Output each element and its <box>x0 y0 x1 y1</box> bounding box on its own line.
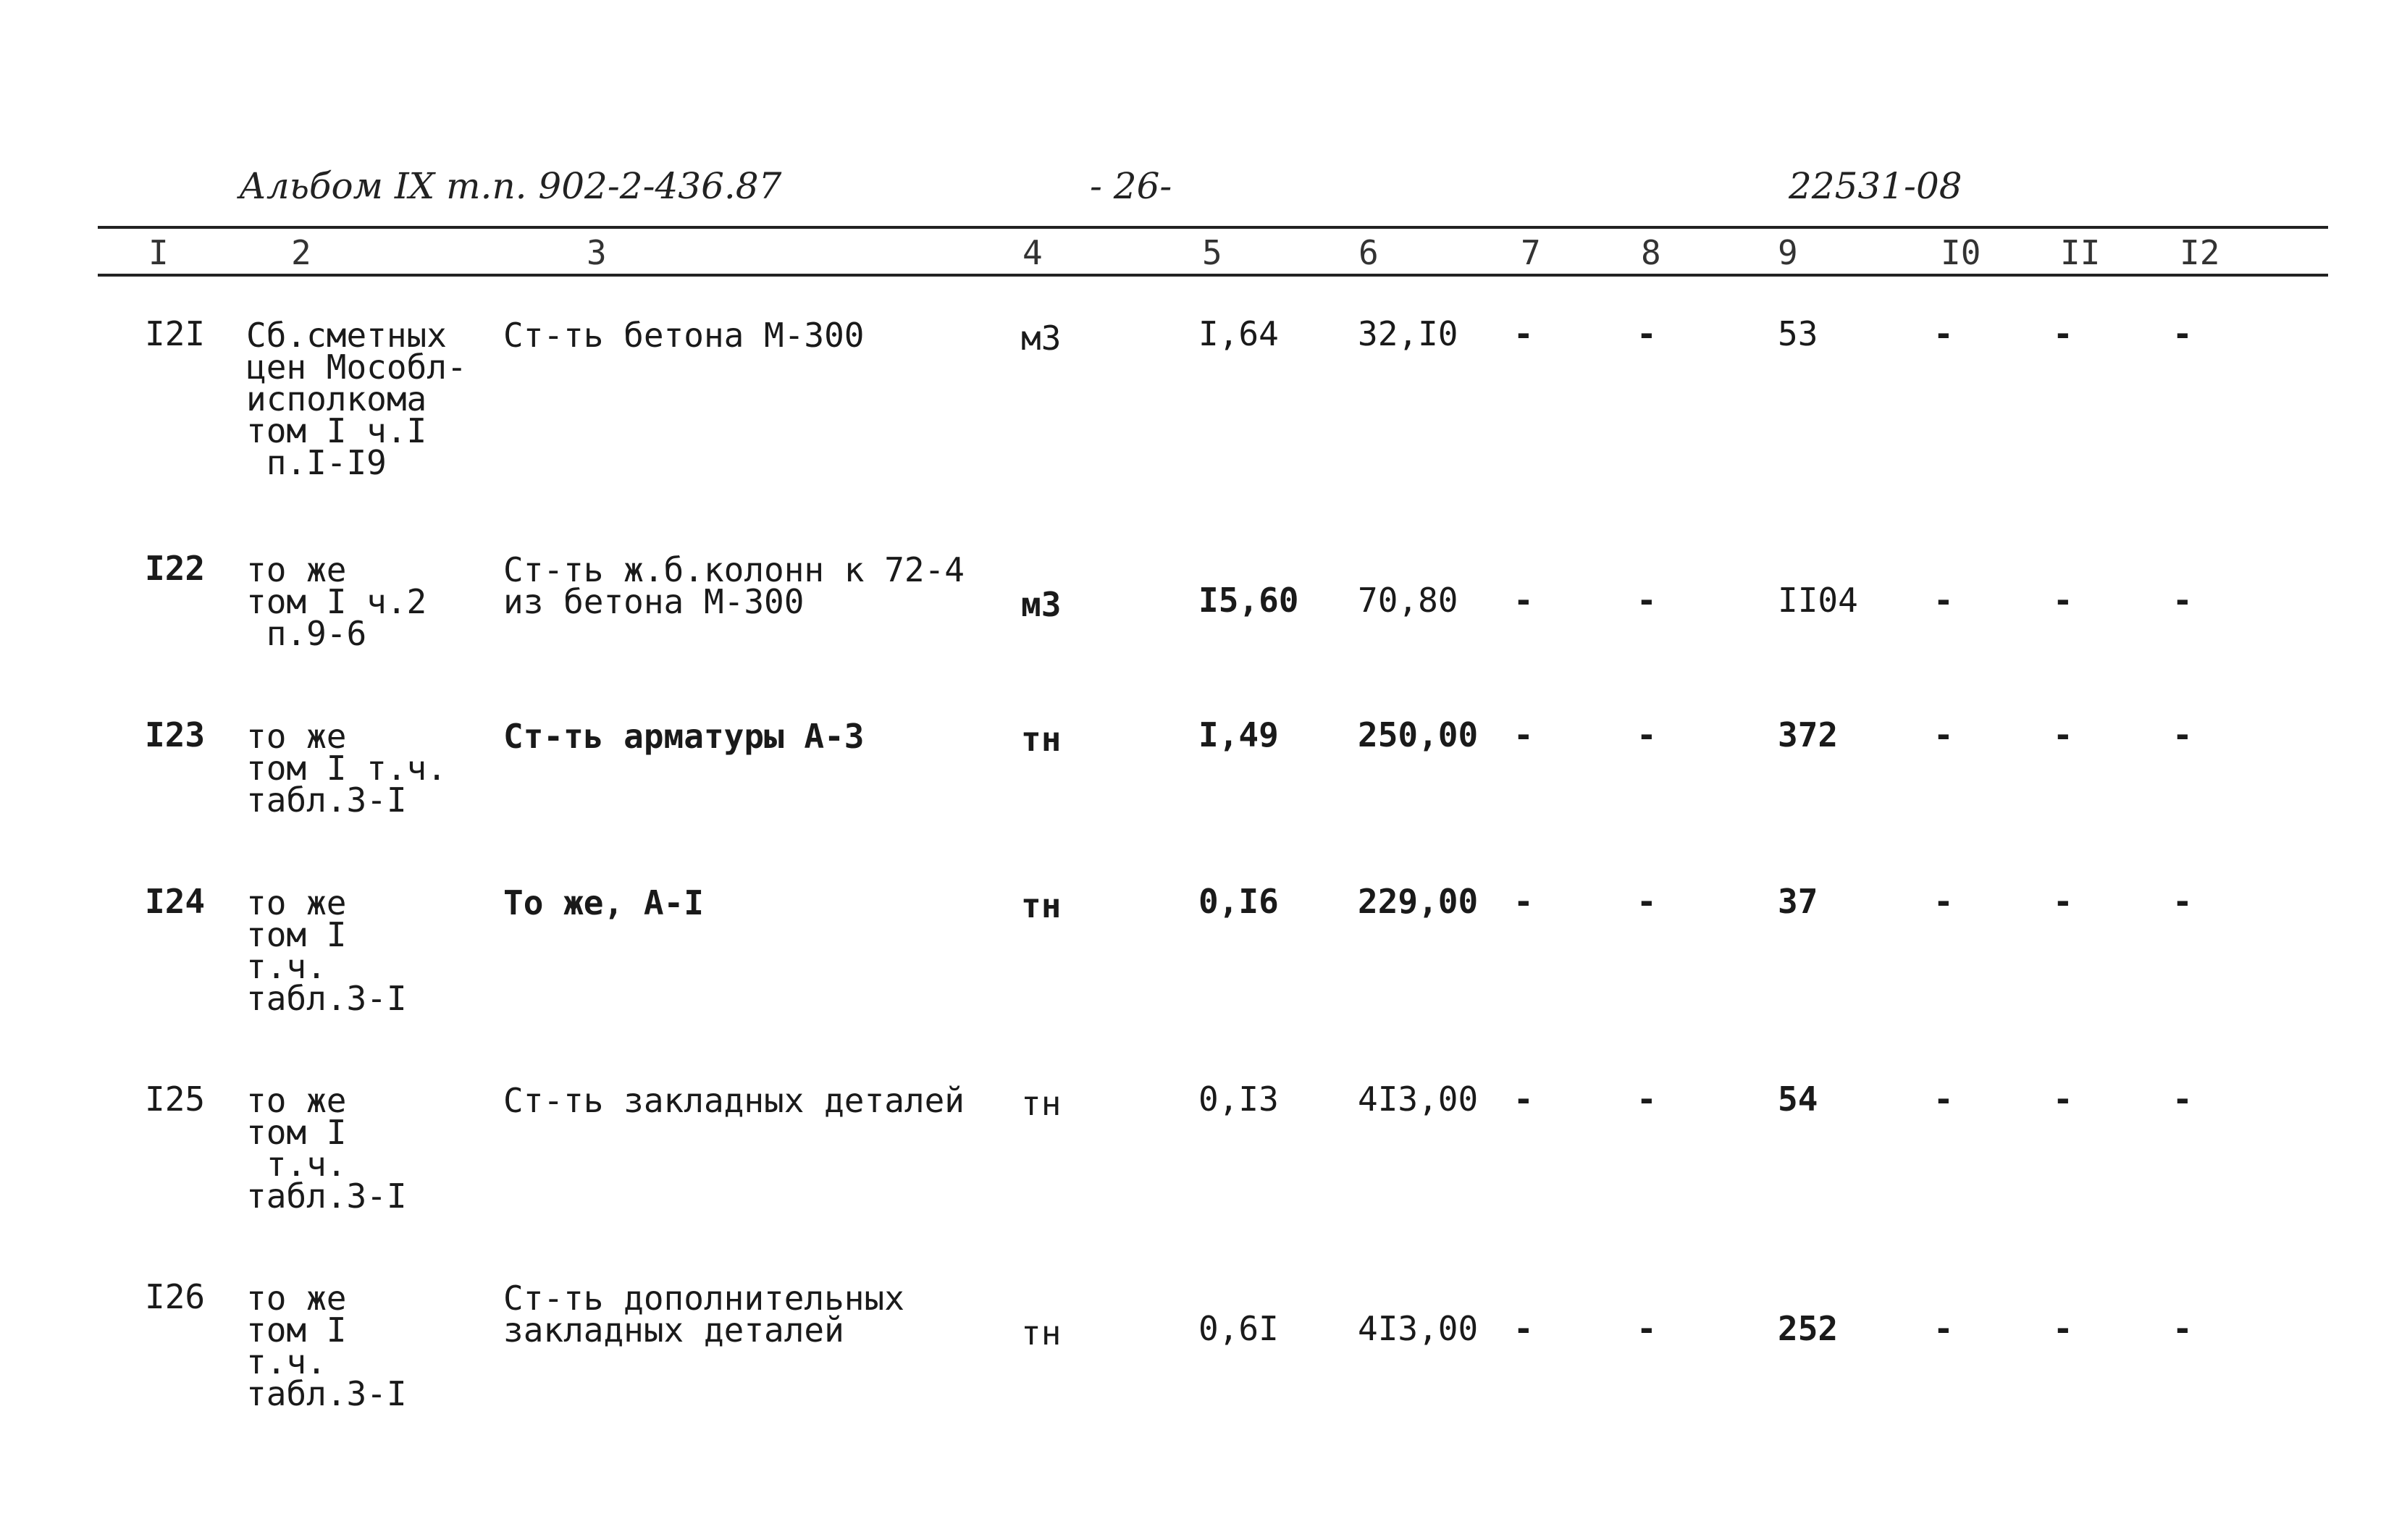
column-number: I0 <box>1941 233 1981 272</box>
source-reference: то же <box>246 883 347 922</box>
album-reference: Альбом IX т.п. 902-2-436.87 <box>239 165 782 207</box>
column-number: 7 <box>1521 233 1541 272</box>
total-cost: 372 <box>1778 715 1839 754</box>
column-7-value: - <box>1513 715 1534 754</box>
column-12-value: - <box>2172 1080 2193 1119</box>
column-8-value: - <box>1637 1309 1657 1348</box>
column-10-value: - <box>1933 314 1954 353</box>
column-number: 4 <box>1022 233 1043 272</box>
total-cost: 54 <box>1778 1080 1818 1119</box>
item-description: из бетона М-300 <box>503 582 805 621</box>
item-description: То же, А-I <box>503 883 704 922</box>
source-reference: табл.3-I <box>246 979 407 1018</box>
column-10-value: - <box>1933 715 1954 754</box>
quantity: I5,60 <box>1198 581 1299 620</box>
column-8-value: - <box>1637 1080 1657 1119</box>
unit-of-measure: тн <box>1021 720 1062 759</box>
item-description: Ст-ть ж.б.колонн к 72-4 <box>503 550 965 589</box>
column-8-value: - <box>1637 882 1657 921</box>
unit-of-measure: тн <box>1021 1084 1062 1123</box>
column-7-value: - <box>1513 581 1534 620</box>
column-7-value: - <box>1513 882 1534 921</box>
column-number: 5 <box>1202 233 1222 272</box>
total-cost: 37 <box>1778 882 1818 921</box>
column-number: 3 <box>587 233 607 272</box>
total-cost: II04 <box>1778 581 1858 620</box>
unit-price: 4I3,00 <box>1358 1080 1479 1119</box>
column-8-value: - <box>1637 715 1657 754</box>
column-7-value: - <box>1513 314 1534 353</box>
column-11-value: - <box>2053 715 2073 754</box>
row-number: I22 <box>145 549 206 588</box>
column-11-value: - <box>2053 1309 2073 1348</box>
source-reference: Сб.сметных <box>246 316 447 355</box>
unit-price: 229,00 <box>1358 882 1479 921</box>
quantity: I,64 <box>1198 314 1279 353</box>
column-11-value: - <box>2053 314 2073 353</box>
source-reference: то же <box>246 550 347 589</box>
column-8-value: - <box>1637 581 1657 620</box>
source-reference: том I ч.I <box>246 411 427 450</box>
column-10-value: - <box>1933 1309 1954 1348</box>
column-10-value: - <box>1933 1080 1954 1119</box>
column-11-value: - <box>2053 882 2073 921</box>
source-reference: том I <box>246 1113 347 1152</box>
column-12-value: - <box>2172 882 2193 921</box>
item-description: Ст-ть бетона М-300 <box>503 316 865 355</box>
source-reference: табл.3-I <box>246 780 407 820</box>
column-number: II <box>2060 233 2101 272</box>
source-reference: т.ч. <box>246 1145 347 1184</box>
column-12-value: - <box>2172 1309 2193 1348</box>
source-reference: цен Мособл- <box>246 348 467 387</box>
item-description: закладных деталей <box>503 1310 844 1350</box>
unit-price: 4I3,00 <box>1358 1309 1479 1348</box>
column-number: 9 <box>1778 233 1798 272</box>
item-description: Ст-ть дополнительных <box>503 1279 904 1318</box>
column-11-value: - <box>2053 1080 2073 1119</box>
source-reference: исполкома <box>246 379 427 418</box>
source-reference: то же <box>246 1279 347 1318</box>
document-code: 22531-08 <box>1789 165 1962 207</box>
column-11-value: - <box>2053 581 2073 620</box>
row-number: I25 <box>145 1080 206 1119</box>
source-reference: т.ч. <box>246 947 327 986</box>
header-bottom-rule <box>98 274 2328 277</box>
column-10-value: - <box>1933 882 1954 921</box>
column-number: I <box>148 233 169 272</box>
unit-of-measure: тн <box>1021 886 1062 925</box>
column-number: I2 <box>2180 233 2220 272</box>
quantity: 0,6I <box>1198 1309 1279 1348</box>
unit-price: 70,80 <box>1358 581 1458 620</box>
row-number: I26 <box>145 1277 206 1316</box>
item-description: Ст-ть арматуры А-3 <box>503 717 865 756</box>
source-reference: том I <box>246 1310 347 1350</box>
column-number: 8 <box>1641 233 1661 272</box>
column-8-value: - <box>1637 314 1657 353</box>
column-12-value: - <box>2172 715 2193 754</box>
column-7-value: - <box>1513 1309 1534 1348</box>
row-number: I23 <box>145 715 206 754</box>
source-reference: то же <box>246 717 347 756</box>
row-number: I2I <box>145 314 206 353</box>
unit-of-measure: м3 <box>1021 319 1062 358</box>
unit-price: 32,I0 <box>1358 314 1458 353</box>
source-reference: табл.3-I <box>246 1177 407 1216</box>
column-10-value: - <box>1933 581 1954 620</box>
header-top-rule <box>98 226 2328 229</box>
source-reference: том I ч.2 <box>246 582 427 621</box>
quantity: 0,I3 <box>1198 1080 1279 1119</box>
unit-of-measure: м3 <box>1021 585 1062 624</box>
column-12-value: - <box>2172 581 2193 620</box>
source-reference: т.ч. <box>246 1342 327 1381</box>
quantity: I,49 <box>1198 715 1279 754</box>
quantity: 0,I6 <box>1198 882 1279 921</box>
unit-of-measure: тн <box>1021 1313 1062 1352</box>
column-7-value: - <box>1513 1080 1534 1119</box>
source-reference: табл.3-I <box>246 1374 407 1413</box>
source-reference: том I т.ч. <box>246 749 447 788</box>
column-12-value: - <box>2172 314 2193 353</box>
source-reference: п.9-6 <box>246 614 367 653</box>
row-number: I24 <box>145 882 206 921</box>
column-number: 6 <box>1358 233 1379 272</box>
unit-price: 250,00 <box>1358 715 1479 754</box>
column-number: 2 <box>291 233 311 272</box>
total-cost: 53 <box>1778 314 1818 353</box>
source-reference: то же <box>246 1081 347 1120</box>
page-number: - 26- <box>1090 165 1172 207</box>
source-reference: п.I-I9 <box>246 443 387 482</box>
item-description: Ст-ть закладных деталей <box>503 1081 965 1120</box>
total-cost: 252 <box>1778 1309 1839 1348</box>
source-reference: том I <box>246 915 347 954</box>
